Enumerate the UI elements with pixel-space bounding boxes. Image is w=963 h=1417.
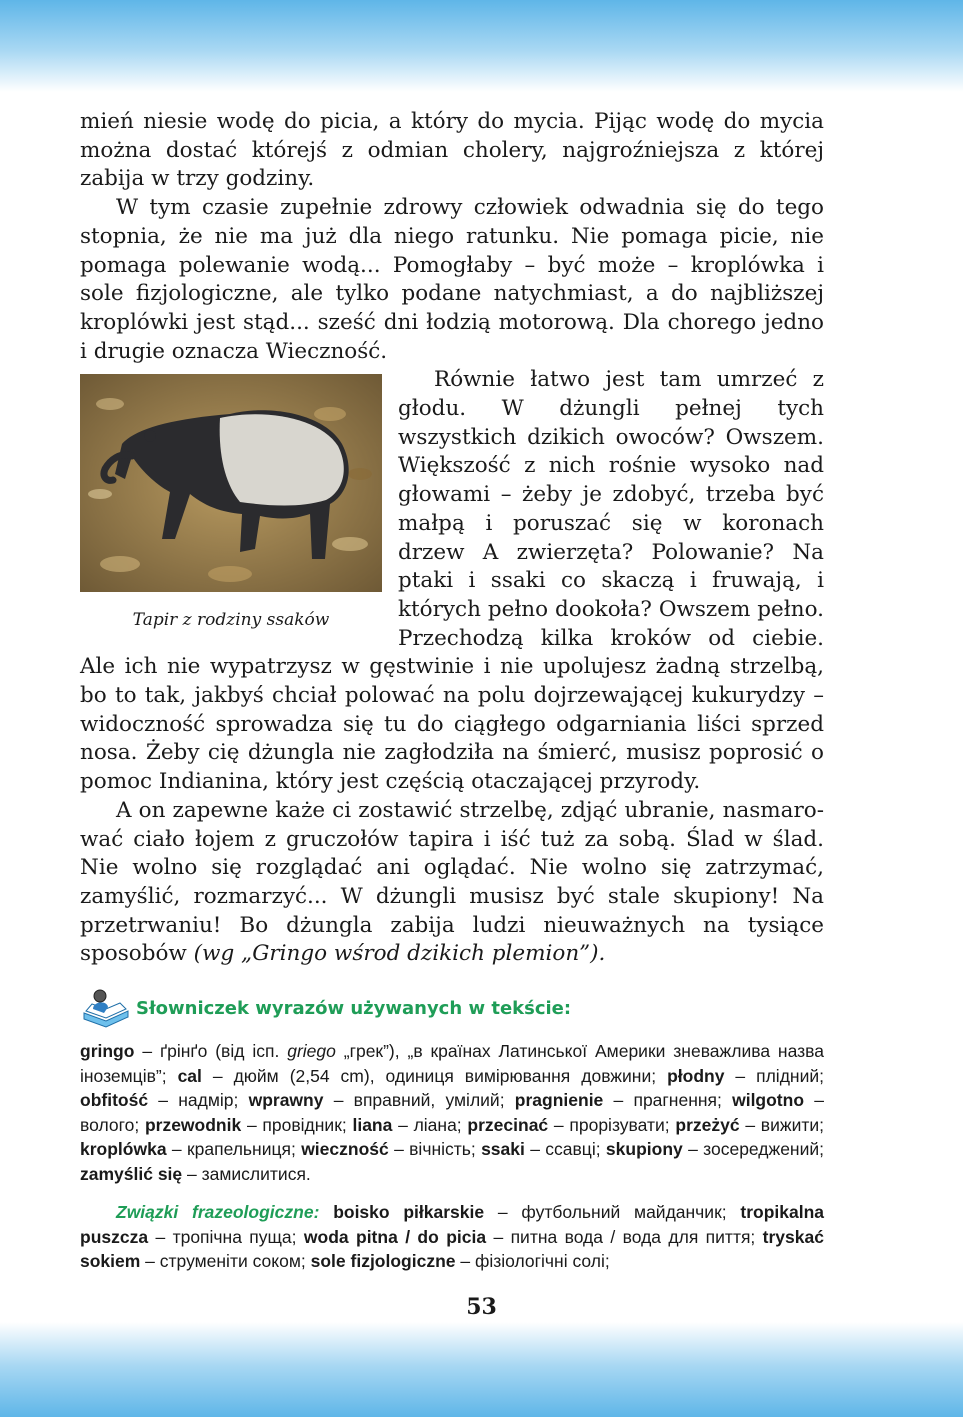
tapir-figure (80, 374, 382, 630)
page-content (80, 108, 824, 1274)
glossary-def: – волого; (80, 1090, 824, 1135)
paragraph-3: Równie łatwo jest tam umrzeć z głodu. W dżungli pełnej tych wszystkich dzikich owoców? Owszem. Większość z nich rośnie wysoko nad głowami – żeby je zdobyć, trzeba być małpą i poruszać się w koronach drzew A zwierzęta? Polowanie? Na ptaki i ssaki co skaczą i fruwają, i których pełno dookoła? Owszem pełno. Przechodzą kilka kroków od ciebie. Ale ich nie wypatrzysz w gęstwinie i nie upolujesz żadną strzelbą, bo to tak, jakbyś chciał polować na polu dojrzewającej kukurydzy – widoczność sprowadza się tu do ciągłego odgarniania liści sprzed nosa. Żeby cię dżungla nie zagłodziła na śmierć, musisz poprosić o pomoc Indianina, który jest częścią otaczającej przyrody. (80, 367, 824, 795)
glossary-text (80, 1039, 824, 1186)
top-gradient-band (0, 0, 963, 92)
paragraph-4-body: A on zapewne każe ci zostawić strzelbę, zdjąć ubranie, nasmarować ciało łojem z gruczołów tapira i iść tuż za sobą. Ślad w ślad. Nie wolno się rozglądać ani oglądać. Nie wolno się zatrzymać, zamyślić, rozmarzyć... W dżungli musisz być stale skupiony! Na przetrwaniu! Bo dżungla zabija ludzi nieuważnych na tysiące sposobów (80, 797, 824, 967)
phrase-term: boisko piłkarskie (333, 1202, 485, 1223)
glossary-term: obfitość (80, 1090, 149, 1111)
glossary-term: płodny (667, 1065, 725, 1086)
glossary-def: – надмір; (148, 1090, 249, 1111)
glossary-term: przecinać (467, 1114, 549, 1135)
tapir-photo (80, 374, 382, 592)
glossary-def: – прагнення; (603, 1090, 733, 1111)
phrase-term: tryskać sokiem (80, 1226, 824, 1272)
glossary-term: kroplówka (80, 1139, 167, 1160)
phrase-term: tropikalna puszcza (80, 1202, 825, 1247)
phrase-def: – питна вода / вода для пиття; (486, 1226, 763, 1247)
glossary-def: – зосереджений; (682, 1139, 825, 1160)
glossary-def: – плідний; (724, 1065, 824, 1086)
glossary-def: – замислитися. (182, 1163, 311, 1184)
phrase-def: – футбольний майданчик; (484, 1202, 741, 1223)
glossary-def: – дюйм (2,54 cm), одиниця вимірювання довжини; (201, 1065, 668, 1086)
phrases-text (80, 1200, 824, 1274)
phrase-def: – фізіологічні солі; (455, 1251, 610, 1272)
glossary-def: – вічність; (388, 1139, 482, 1160)
reading-book-icon (80, 987, 132, 1029)
phrase-def: – тропічна пуща; (148, 1226, 304, 1247)
phrase-term: woda pitna / do picia (303, 1226, 487, 1247)
glossary-term: wilgotno (732, 1090, 805, 1111)
glossary-term: cal (177, 1065, 202, 1086)
glossary-term: gringo (80, 1041, 135, 1062)
glossary-def: „грек”), „в країнах Латинської Америки зневажлива назва іноземців”; (80, 1041, 824, 1086)
glossary-def: – провідник; (241, 1114, 353, 1135)
glossary-def: – вижити; (739, 1114, 825, 1135)
glossary-def: – прорізувати; (548, 1114, 676, 1135)
phrase-term: sole fizjologiczne (310, 1251, 456, 1272)
glossary-term: pragnienie (514, 1090, 604, 1111)
paragraph-1: mień niesie wodę do picia, a który do mycia. Pijąc wodę do mycia można dostać którejś z odmian cholery, najgroźniejsza z której zabija w trzy godziny. (80, 109, 824, 192)
glossary-term: przewodnik (144, 1114, 242, 1135)
page-number: 53 (466, 1294, 497, 1320)
glossary-term: wprawny (248, 1090, 324, 1111)
glossary-def: – ґрінґо (від ісп. (134, 1041, 288, 1062)
paragraph-4 (80, 797, 824, 969)
glossary-def: – ссавці; (524, 1139, 606, 1160)
glossary-term: wieczność (301, 1139, 389, 1160)
glossary-term: przeżyć (675, 1114, 740, 1135)
bottom-gradient-band (0, 1322, 963, 1417)
glossary-term: ssaki (481, 1139, 525, 1160)
figure-caption: Tapir z rodziny ssaków (132, 610, 330, 631)
paragraph-2: W tym czasie zupełnie zdrowy człowiek odwadnia się do tego stopnia, że nie ma już dla niego ratunku. Nie pomaga picie, nie pomaga polewanie wodą... Pomogłaby – być może – kroplówka i sole fizjologiczne, ale tylko podane natychmiast, a do najbliższej kroplówki jest stąd... sześć dni łodzią motorową. Dla chorego jedno i drugie oznacza Wieczność. (80, 195, 824, 364)
glossary-term: zamyślić się (80, 1163, 183, 1184)
glossary-def-italic: griego (287, 1041, 336, 1062)
glossary-term: liana (352, 1114, 393, 1135)
glossary-title: Słowniczek wyrazów używanych w tekście: (136, 997, 572, 1019)
glossary-def: – ліана; (392, 1114, 468, 1135)
glossary-term: skupiony (605, 1139, 683, 1160)
paragraph-4-source: (wg „Gringo wśrod dzikich plemion”). (193, 941, 606, 967)
phrases-title: Związki frazeologiczne: (116, 1202, 320, 1223)
glossary-header (80, 987, 824, 1029)
phrase-def: – струменіти соком; (140, 1251, 311, 1272)
glossary-def: – крапельниця; (166, 1139, 302, 1160)
glossary-def: – вправний, умілий; (323, 1090, 515, 1111)
